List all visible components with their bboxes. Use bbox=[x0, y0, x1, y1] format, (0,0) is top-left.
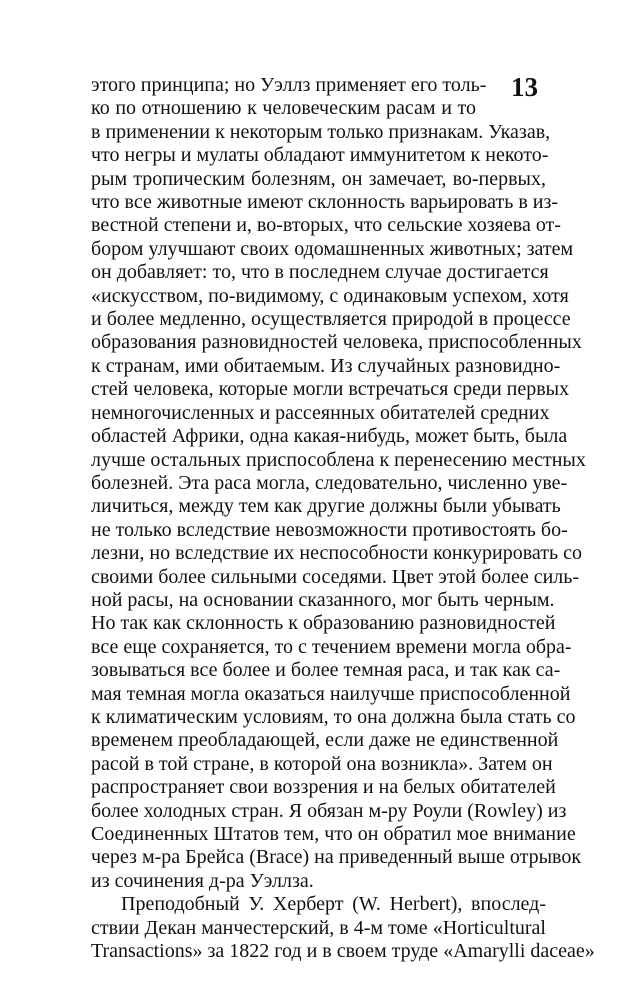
text-line: более холодных стран. Я обязан м-ру Роули (Rowley) из bbox=[91, 799, 567, 822]
page-number: 13 bbox=[511, 72, 538, 102]
text-line: через м-ра Брейса (Brace) на приведенный выше отрывок bbox=[91, 846, 582, 869]
text-line: и более медленно, осуществляется природой в процессе bbox=[91, 308, 571, 331]
text-line: Соединенных Штатов тем, что он обратил мое внимание bbox=[91, 823, 576, 845]
text-line: лучше остальных приспособлена к перенесению местных bbox=[91, 448, 586, 471]
text-line: своими более сильными соседями. Цвет этой более силь- bbox=[91, 565, 580, 588]
text-line: расой в той стране, в которой она возникла». Затем он bbox=[91, 752, 553, 775]
text-line: областей Африки, одна какая-нибудь, может быть, была bbox=[91, 425, 568, 448]
text-line: зовываться все более и более темная раса, и так как са- bbox=[91, 659, 561, 682]
text-line: он добавляет: то, что в последнем случае достигается bbox=[91, 261, 549, 284]
text-line: «искусством, по-видимому, с одинаковым успехом, хотя bbox=[91, 284, 569, 307]
text-line: к климатическим условиям, то она должна была стать со bbox=[91, 705, 576, 728]
text-line: Но так как склонность к образованию разновидностей bbox=[91, 612, 556, 635]
paragraph-2 bbox=[91, 893, 595, 963]
text-line: образования разновидностей человека, приспособленных bbox=[91, 331, 582, 354]
text-line: из сочинения д-ра Уэллза. bbox=[91, 869, 314, 892]
text-line: ко по отношению к человеческим расам и то bbox=[91, 97, 476, 120]
text-line: что все животные имеют склонность варьировать в из- bbox=[91, 191, 559, 214]
text-line: немногочисленных и рассеянных обитателей средних bbox=[91, 401, 550, 424]
text-line: вестной степени и, во-вторых, что сельские хозяева от- bbox=[91, 214, 561, 237]
text-line: не только вследствие невозможности противостоять бо- bbox=[91, 518, 568, 541]
text-line: этого принципа; но Уэллз применяет его толь- bbox=[91, 74, 487, 96]
text-line: что негры и мулаты обладают иммунитетом к некото- bbox=[91, 144, 549, 167]
text-line: распространяет свои воззрения и на белых обитателей bbox=[91, 776, 556, 799]
text-line: мая темная могла оказаться наилучше приспособленной bbox=[91, 682, 571, 705]
text-line: личиться, между тем как другие должны были убывать bbox=[91, 495, 561, 518]
text-line: лезни, но вследствие их неспособности конкурировать со bbox=[91, 542, 582, 565]
body-text bbox=[91, 74, 595, 963]
text-line: к странам, ими обитаемым. Из случайных разновидно- bbox=[91, 354, 561, 377]
text-line: все еще сохраняется, то с течением времени могла обра- bbox=[91, 635, 572, 658]
text-line: Преподобный У. Херберт (W. Herbert), впослед- bbox=[121, 893, 546, 916]
text-line: болезней. Эта раса могла, следовательно, численно уве- bbox=[91, 471, 568, 494]
text-line: временем преобладающей, если даже не единственной bbox=[91, 729, 559, 752]
text-line: рым тропическим болезням, он замечает, во-первых, bbox=[91, 167, 546, 190]
text-line: стей человека, которые могли встречаться среди первых bbox=[91, 378, 570, 401]
text-line: ной расы, на основании сказанного, мог быть черным. bbox=[91, 588, 555, 611]
text-line: бором улучшают своих одомашненных животных; затем bbox=[91, 237, 574, 260]
text-line: ствии Декан манчестерский, в 4-м томе «Horticultural bbox=[91, 916, 546, 939]
text-line: Transactions» за 1822 год и в своем труде «Amarylli daceae» bbox=[91, 940, 595, 963]
text-line: в применении к некоторым только признакам. Указав, bbox=[91, 120, 551, 143]
paragraph-1 bbox=[91, 74, 586, 893]
